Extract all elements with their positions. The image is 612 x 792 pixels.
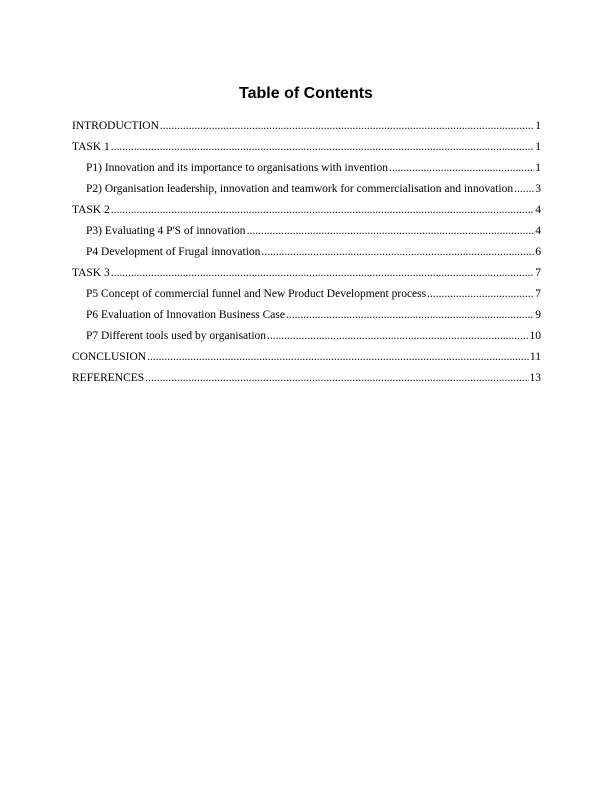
toc-entry-p4[interactable] bbox=[72, 242, 541, 263]
toc-dot-leader bbox=[267, 326, 528, 347]
toc-entry-introduction[interactable] bbox=[72, 116, 541, 137]
toc-dot-leader bbox=[514, 179, 534, 200]
toc-entry-p6[interactable] bbox=[72, 305, 541, 326]
toc-dot-leader bbox=[389, 158, 534, 179]
toc-dot-leader bbox=[147, 347, 529, 368]
toc-entry-page: 1 bbox=[535, 141, 541, 153]
toc-entry-p7[interactable] bbox=[72, 326, 541, 347]
toc-entry-task-2[interactable] bbox=[72, 200, 541, 221]
toc-dot-leader bbox=[261, 242, 534, 263]
toc-entry-label: INTRODUCTION bbox=[72, 120, 159, 132]
toc-list bbox=[72, 116, 541, 389]
toc-entry-task-1[interactable] bbox=[72, 137, 541, 158]
toc-entry-task-3[interactable] bbox=[72, 263, 541, 284]
toc-entry-page: 13 bbox=[529, 372, 541, 384]
toc-dot-leader bbox=[145, 368, 528, 389]
toc-entry-page: 1 bbox=[535, 162, 541, 174]
toc-entry-p1[interactable] bbox=[72, 158, 541, 179]
toc-entry-label: P6 Evaluation of Innovation Business Case bbox=[86, 309, 285, 321]
toc-entry-label: TASK 2 bbox=[72, 204, 110, 216]
toc-entry-label: P3) Evaluating 4 P'S of innovation bbox=[86, 225, 246, 237]
toc-entry-p5[interactable] bbox=[72, 284, 541, 305]
toc-entry-label: P1) Innovation and its importance to organisations with invention bbox=[86, 162, 388, 174]
toc-entry-references[interactable] bbox=[72, 368, 541, 389]
toc-dot-leader bbox=[111, 200, 535, 221]
toc-entry-p2[interactable] bbox=[72, 179, 541, 200]
toc-entry-page: 4 bbox=[535, 225, 541, 237]
toc-entry-label: REFERENCES bbox=[72, 372, 145, 384]
toc-entry-label: CONCLUSION bbox=[72, 351, 147, 363]
toc-entry-page: 9 bbox=[535, 309, 541, 321]
toc-entry-label: P2) Organisation leadership, innovation and teamwork for commercialisation and innovation bbox=[86, 183, 514, 195]
toc-entry-page: 6 bbox=[535, 246, 541, 258]
toc-entry-conclusion[interactable] bbox=[72, 347, 541, 368]
toc-entry-page: 11 bbox=[529, 351, 541, 363]
toc-entry-label: TASK 3 bbox=[72, 267, 110, 279]
toc-entry-label: P7 Different tools used by organisation bbox=[86, 330, 267, 342]
toc-entry-label: P4 Development of Frugal innovation bbox=[86, 246, 261, 258]
toc-dot-leader bbox=[111, 263, 535, 284]
toc-title: Table of Contents bbox=[239, 85, 373, 102]
toc-entry-page: 10 bbox=[529, 330, 541, 342]
toc-entry-page: 7 bbox=[535, 267, 541, 279]
toc-entry-p3[interactable] bbox=[72, 221, 541, 242]
toc-entry-page: 1 bbox=[535, 120, 541, 132]
toc-entry-page: 4 bbox=[535, 204, 541, 216]
toc-entry-page: 3 bbox=[535, 183, 541, 195]
toc-dot-leader bbox=[286, 305, 534, 326]
toc-dot-leader bbox=[111, 137, 535, 158]
toc-dot-leader bbox=[247, 221, 535, 242]
toc-entry-label: P5 Concept of commercial funnel and New Product Development process bbox=[86, 288, 427, 300]
toc-dot-leader bbox=[160, 116, 534, 137]
toc-entry-label: TASK 1 bbox=[72, 141, 110, 153]
toc-dot-leader bbox=[427, 284, 534, 305]
toc-entry-page: 7 bbox=[535, 288, 541, 300]
